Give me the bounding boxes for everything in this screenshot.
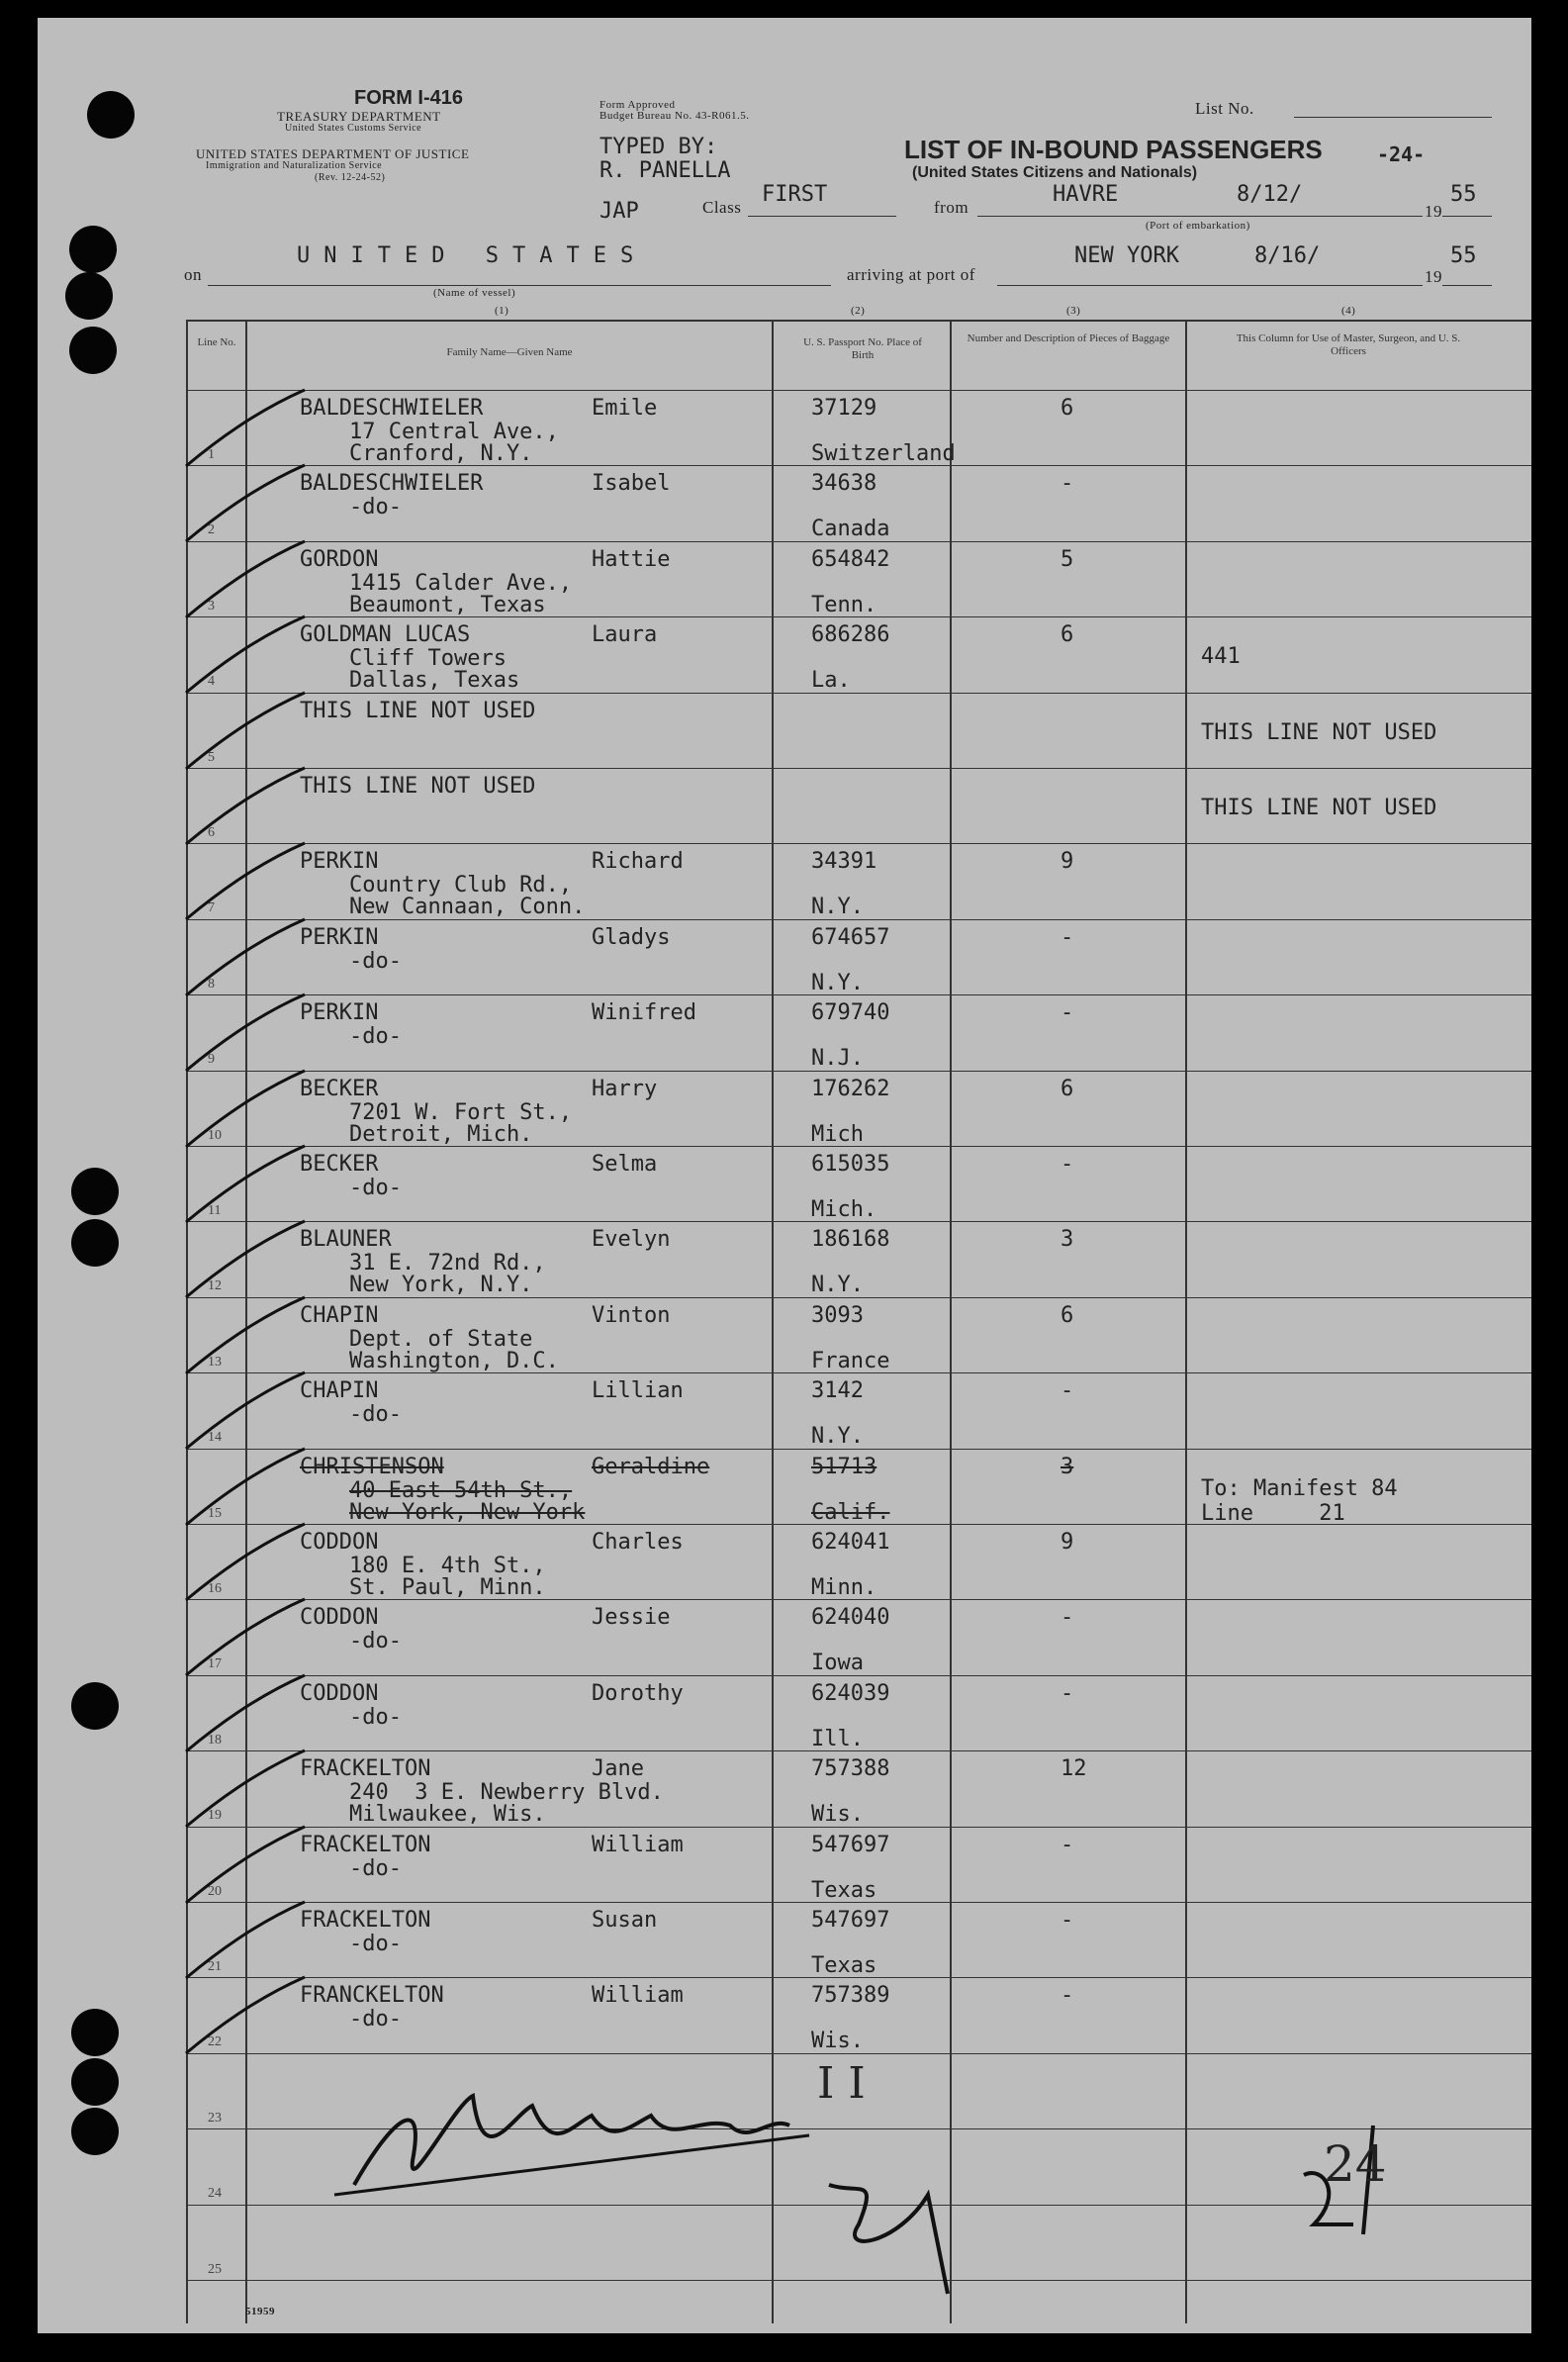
- typed-by-name: R. PANELLA: [600, 158, 731, 183]
- passport-number: 624040: [811, 1605, 890, 1631]
- place-of-birth: Mich: [811, 1121, 864, 1147]
- given-name: Isabel: [592, 471, 671, 497]
- line-number: 24: [208, 2186, 222, 2202]
- ins-service: Immigration and Naturalization Service: [206, 160, 383, 171]
- col-num-4: (4): [1341, 305, 1356, 317]
- baggage-count: -: [1061, 1000, 1074, 1026]
- baggage-count: -: [1061, 1983, 1074, 2009]
- line-number: 15: [208, 1505, 222, 1521]
- address-line-2: Dallas, Texas: [349, 668, 520, 694]
- header-baggage: Number and Description of Pieces of Baggage: [967, 332, 1170, 344]
- baggage-count: 3: [1061, 1227, 1074, 1253]
- place-of-birth: Minn.: [811, 1575, 877, 1600]
- punch-hole: [71, 1219, 119, 1267]
- baggage-count: 5: [1061, 546, 1074, 572]
- family-name: BALDESCHWIELER: [300, 396, 484, 421]
- baggage-count: -: [1061, 1605, 1074, 1631]
- passport-number: 674657: [811, 924, 890, 950]
- address-line-1: -do-: [349, 2007, 402, 2032]
- family-name: FRACKELTON: [300, 1908, 431, 1933]
- typed-code: JAP: [600, 199, 639, 224]
- passport-number: 757389: [811, 1983, 890, 2009]
- baggage-count: -: [1061, 1832, 1074, 1857]
- line-number: 23: [208, 2110, 222, 2126]
- handwritten-mark: I I: [817, 2058, 866, 2109]
- place-of-birth: Iowa: [811, 1651, 864, 1676]
- passport-number: 3142: [811, 1378, 864, 1404]
- header-name: Family Name—Given Name: [446, 346, 573, 358]
- address-line-1: -do-: [349, 1176, 402, 1200]
- passport-number: 34638: [811, 471, 877, 497]
- depart-year: 55: [1450, 182, 1477, 207]
- baggage-count: 6: [1061, 622, 1074, 648]
- line-number: 20: [208, 1883, 222, 1899]
- given-name: Jessie: [592, 1605, 671, 1631]
- baggage-count: 9: [1061, 1530, 1074, 1555]
- place-of-birth: N.Y.: [811, 895, 864, 920]
- page-mark: -24-: [1377, 142, 1426, 166]
- line-number: 4: [208, 674, 215, 690]
- given-name: Laura: [592, 622, 658, 648]
- place-of-birth: Texas: [811, 1953, 877, 1978]
- family-name: THIS LINE NOT USED: [300, 774, 536, 799]
- punch-hole: [69, 226, 117, 273]
- class-label: Class: [702, 198, 742, 217]
- family-name: CHAPIN: [300, 1378, 379, 1404]
- form-subtitle: (United States Citizens and Nationals): [912, 164, 1198, 181]
- line-number: 10: [208, 1127, 222, 1143]
- passport-number: 3093: [811, 1302, 864, 1328]
- vessel-label: (Name of vessel): [433, 287, 516, 299]
- signature-mark: [354, 2096, 789, 2185]
- customs-service: United States Customs Service: [285, 123, 422, 134]
- baggage-count: 3: [1061, 1454, 1074, 1479]
- officer-note: To: Manifest 84 Line 21: [1201, 1475, 1398, 1526]
- family-name: GOLDMAN LUCAS: [300, 622, 471, 648]
- address-line-2: New York, N.Y.: [349, 1273, 533, 1298]
- place-of-birth: N.Y.: [811, 1273, 864, 1298]
- family-name: BECKER: [300, 1152, 379, 1177]
- form-number: FORM I-416: [354, 87, 464, 109]
- header-passport: U. S. Passport No. Place of Birth: [803, 336, 922, 361]
- address-line-1: -do-: [349, 1402, 402, 1428]
- passport-number: 679740: [811, 1000, 890, 1026]
- passport-number: 34391: [811, 849, 877, 875]
- given-name: Hattie: [592, 546, 671, 572]
- line-number: 16: [208, 1581, 222, 1596]
- line-number: 18: [208, 1732, 222, 1748]
- place-of-birth: Mich.: [811, 1197, 877, 1222]
- passport-number: 615035: [811, 1152, 890, 1177]
- baggage-count: -: [1061, 1680, 1074, 1706]
- address-line-1: 31 E. 72nd Rd.,: [349, 1251, 546, 1276]
- place-of-birth: Canada: [811, 517, 890, 542]
- place-of-birth: Wis.: [811, 2029, 864, 2054]
- family-name: FRACKELTON: [300, 1756, 431, 1782]
- place-of-birth: N.J.: [811, 1046, 864, 1072]
- arriving-label: arriving at port of: [847, 265, 975, 284]
- address-line-1: -do-: [349, 1024, 402, 1050]
- family-name: BECKER: [300, 1076, 379, 1101]
- family-name: PERKIN: [300, 849, 379, 875]
- baggage-count: 6: [1061, 396, 1074, 421]
- typed-by-label: TYPED BY:: [600, 135, 718, 159]
- baggage-count: -: [1061, 1378, 1074, 1404]
- justice-dept: UNITED STATES DEPARTMENT OF JUSTICE: [196, 146, 470, 161]
- address-line-2: New Cannaan, Conn.: [349, 895, 586, 920]
- address-line-1: Dept. of State: [349, 1326, 533, 1352]
- passport-number: 186168: [811, 1227, 890, 1253]
- line-number: 17: [208, 1656, 222, 1672]
- given-name: Geraldine: [592, 1454, 710, 1479]
- family-name: BLAUNER: [300, 1227, 392, 1253]
- address-line-1: -do-: [349, 948, 402, 974]
- officer-note: THIS LINE NOT USED: [1201, 796, 1437, 820]
- punch-hole: [87, 91, 135, 139]
- place-of-birth: Switzerland: [811, 441, 956, 466]
- punch-hole: [71, 2009, 119, 2056]
- place-of-birth: Ill.: [811, 1726, 864, 1751]
- col-num-1: (1): [495, 305, 509, 317]
- address-line-1: Cliff Towers: [349, 646, 507, 672]
- address-line-1: 17 Central Ave.,: [349, 420, 559, 444]
- family-name: CHAPIN: [300, 1302, 379, 1328]
- family-name: BALDESCHWIELER: [300, 471, 484, 497]
- col-num-3: (3): [1066, 305, 1081, 317]
- address-line-1: -do-: [349, 495, 402, 520]
- given-name: Richard: [592, 849, 684, 875]
- handwriting-layer: [38, 18, 1531, 2333]
- given-name: Winifred: [592, 1000, 696, 1026]
- officer-note: 441: [1201, 644, 1241, 670]
- given-name: Harry: [592, 1076, 658, 1101]
- budget-bureau: Budget Bureau No. 43-R061.5.: [600, 110, 750, 122]
- punch-hole: [71, 1682, 119, 1730]
- given-name: Susan: [592, 1908, 658, 1933]
- passport-number: 624039: [811, 1680, 890, 1706]
- line-number: 25: [208, 2261, 222, 2277]
- baggage-count: 9: [1061, 849, 1074, 875]
- arrival-port: NEW YORK: [1074, 243, 1179, 268]
- line-number: 7: [208, 900, 215, 916]
- family-name: THIS LINE NOT USED: [300, 698, 536, 723]
- address-line-1: 240 3 E. Newberry Blvd.: [349, 1780, 664, 1806]
- address-line-1: Country Club Rd.,: [349, 873, 573, 898]
- family-name: PERKIN: [300, 924, 379, 950]
- passport-number: 37129: [811, 396, 877, 421]
- family-name: CODDON: [300, 1605, 379, 1631]
- year-prefix-2: 19: [1425, 267, 1442, 286]
- arrival-date: 8/16/: [1254, 243, 1321, 268]
- baggage-count: -: [1061, 471, 1074, 497]
- line-number: 2: [208, 522, 215, 538]
- line-number: 21: [208, 1959, 222, 1974]
- address-line-2: Cranford, N.Y.: [349, 441, 533, 466]
- officer-note: THIS LINE NOT USED: [1201, 719, 1437, 745]
- handwritten-page-total: 24: [1324, 2135, 1387, 2193]
- port-embark-label: (Port of embarkation): [1146, 220, 1250, 232]
- given-name: William: [592, 1983, 684, 2009]
- family-name: CHRISTENSON: [300, 1454, 444, 1479]
- given-name: Vinton: [592, 1302, 671, 1328]
- address-line-2: Beaumont, Texas: [349, 592, 546, 617]
- line-number: 12: [208, 1278, 222, 1294]
- punch-hole: [69, 327, 117, 374]
- family-name: PERKIN: [300, 1000, 379, 1026]
- baggage-count: -: [1061, 1908, 1074, 1933]
- address-line-1: -do-: [349, 1932, 402, 1956]
- line-number: 13: [208, 1354, 222, 1370]
- header-officers: This Column for Use of Master, Surgeon, and U. S. Officers: [1236, 332, 1461, 357]
- list-no-label: List No.: [1195, 99, 1254, 118]
- line-number: 14: [208, 1430, 222, 1446]
- line-number: 19: [208, 1808, 222, 1824]
- baggage-count: 12: [1061, 1756, 1087, 1782]
- passport-number: 547697: [811, 1908, 890, 1933]
- baggage-count: 6: [1061, 1302, 1074, 1328]
- punch-hole: [71, 2108, 119, 2155]
- given-name: Dorothy: [592, 1680, 684, 1706]
- form-approved: Form Approved: [600, 99, 676, 111]
- given-name: William: [592, 1832, 684, 1857]
- line-number: 3: [208, 598, 215, 614]
- address-line-1: 40 East 54th St.,: [349, 1477, 573, 1503]
- given-name: Gladys: [592, 924, 671, 950]
- given-name: Selma: [592, 1152, 658, 1177]
- class-value: FIRST: [762, 182, 828, 207]
- family-name: CODDON: [300, 1530, 379, 1555]
- place-of-birth: N.Y.: [811, 970, 864, 995]
- address-line-2: Detroit, Mich.: [349, 1121, 533, 1147]
- given-name: Jane: [592, 1756, 644, 1782]
- place-of-birth: Texas: [811, 1877, 877, 1903]
- passport-number: 624041: [811, 1530, 890, 1555]
- manifest-page: [38, 18, 1531, 2333]
- header-line-no: Line No.: [197, 336, 236, 348]
- place-of-birth: Wis.: [811, 1802, 864, 1828]
- given-name: Lillian: [592, 1378, 684, 1404]
- line-number: 1: [208, 447, 215, 462]
- passport-number: 757388: [811, 1756, 890, 1782]
- line-number: 11: [208, 1203, 222, 1218]
- baggage-count: 6: [1061, 1076, 1074, 1101]
- place-of-birth: La.: [811, 668, 851, 694]
- passport-number: 686286: [811, 622, 890, 648]
- from-label: from: [934, 198, 969, 217]
- place-of-birth: Calif.: [811, 1499, 890, 1525]
- given-name: Charles: [592, 1530, 684, 1555]
- address-line-1: 1415 Calder Ave.,: [349, 570, 573, 596]
- line-number: 8: [208, 976, 215, 992]
- address-line-2: Washington, D.C.: [349, 1348, 559, 1373]
- family-name: FRACKELTON: [300, 1832, 431, 1857]
- line-number: 6: [208, 825, 215, 840]
- form-rev: (Rev. 12-24-52): [315, 172, 386, 183]
- treasury-dept: TREASURY DEPARTMENT: [277, 109, 441, 124]
- address-line-2: New York, New York: [349, 1499, 586, 1525]
- vessel-name: UNITED STATES: [297, 243, 648, 268]
- place-of-birth: Tenn.: [811, 592, 877, 617]
- punch-hole: [71, 2058, 119, 2106]
- depart-date: 8/12/: [1237, 182, 1303, 207]
- address-line-2: Milwaukee, Wis.: [349, 1802, 546, 1828]
- form-code: 51959: [245, 2306, 275, 2317]
- from-value: HAVRE: [1053, 182, 1119, 207]
- year-prefix-1: 19: [1425, 202, 1442, 221]
- address-line-1: 7201 W. Fort St.,: [349, 1099, 573, 1125]
- line-number: 22: [208, 2034, 222, 2050]
- passport-number: 654842: [811, 546, 890, 572]
- col-num-2: (2): [851, 305, 866, 317]
- passport-number: 176262: [811, 1076, 890, 1101]
- punch-hole: [71, 1168, 119, 1215]
- address-line-1: -do-: [349, 1704, 402, 1730]
- address-line-1: -do-: [349, 1629, 402, 1654]
- given-name: Emile: [592, 396, 658, 421]
- passport-number: 547697: [811, 1832, 890, 1857]
- family-name: CODDON: [300, 1680, 379, 1706]
- passport-number: 51713: [811, 1454, 877, 1479]
- family-name: GORDON: [300, 546, 379, 572]
- initials-mark: [829, 2185, 948, 2294]
- on-label: on: [184, 265, 202, 284]
- place-of-birth: N.Y.: [811, 1424, 864, 1450]
- baggage-count: -: [1061, 1152, 1074, 1177]
- family-name: FRANCKELTON: [300, 1983, 444, 2009]
- form-title: LIST OF IN-BOUND PASSENGERS: [904, 135, 1323, 164]
- baggage-count: -: [1061, 924, 1074, 950]
- given-name: Evelyn: [592, 1227, 671, 1253]
- punch-hole: [65, 272, 113, 320]
- place-of-birth: France: [811, 1348, 890, 1373]
- line-number: 9: [208, 1052, 215, 1068]
- arrival-year: 55: [1450, 243, 1477, 268]
- address-line-2: St. Paul, Minn.: [349, 1575, 546, 1600]
- line-number: 5: [208, 749, 215, 765]
- address-line-1: 180 E. 4th St.,: [349, 1554, 546, 1578]
- address-line-1: -do-: [349, 1855, 402, 1881]
